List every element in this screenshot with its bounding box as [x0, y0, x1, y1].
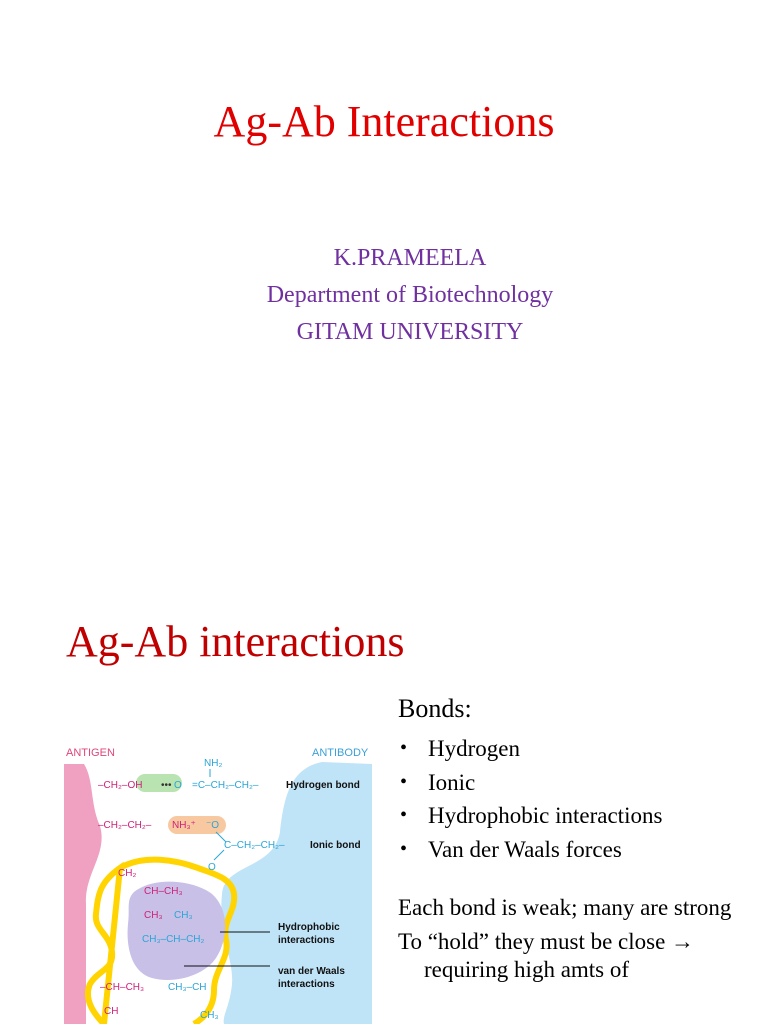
department-name: Department of Biotechnology — [266, 282, 554, 308]
bullet-icon: • — [400, 770, 408, 793]
university-name: GITAM UNIVERSITY — [296, 319, 524, 345]
author-name: K.PRAMEELA — [333, 245, 487, 271]
r1-hbond-dots: ••• — [161, 780, 172, 791]
pocket-ch3-a: CH₃ — [144, 910, 163, 921]
list-item — [398, 799, 758, 833]
antibody-label: ANTIBODY — [312, 747, 369, 759]
bond-ionic: Ionic — [428, 769, 476, 795]
pocket-ch3-b: CH₃ — [174, 910, 193, 921]
pocket-ch: CH — [104, 1006, 119, 1017]
content-slide — [0, 576, 768, 1024]
r2-bond-o — [214, 850, 224, 860]
bond-hydrophobic: Hydrophobic interactions — [428, 803, 663, 828]
ag-ab-diagram — [64, 744, 372, 1024]
pocket-ch3-c: CH₃ — [200, 1010, 219, 1021]
bullet-icon: • — [400, 737, 408, 759]
r1-antigen-group: –CH₂–OH — [98, 780, 143, 791]
slide-heading: Ag-Ab interactions — [66, 617, 405, 666]
ionic-bond-label: Ionic bond — [310, 840, 361, 851]
proximity-note: To “hold” they must be close → requiring high amts of — [398, 929, 695, 982]
r2-antigen-group: –CH₂–CH₂– — [98, 820, 152, 831]
bullet-icon: • — [400, 804, 408, 826]
bonds-heading: Bonds: — [398, 694, 472, 723]
vdw-label-2: interactions — [278, 979, 335, 990]
r2-antibody-chain: C–CH₂–CH₂– — [224, 840, 285, 851]
list-item — [398, 833, 758, 867]
antigen-label: ANTIGEN — [66, 747, 115, 759]
r1-oxygen: O — [174, 780, 182, 791]
r1-antibody-chain: =C–CH₂–CH₂– — [192, 780, 259, 791]
pocket-bottom-right: CH₃–CH — [168, 982, 207, 993]
pocket-chain: CH₃–CH–CH₂ — [142, 934, 205, 945]
r2-oxygen2: O — [208, 862, 216, 873]
bond-vdw: Van der Waals forces — [428, 836, 622, 862]
pocket-ch2: CH₂ — [118, 868, 137, 879]
list-item — [398, 732, 758, 766]
hydrophobic-label-2: interactions — [278, 935, 335, 946]
vdw-label-1: van der Waals — [278, 966, 345, 977]
bond-hydrogen: Hydrogen — [428, 736, 520, 761]
bonds-list — [398, 732, 758, 866]
antigen-region — [64, 764, 102, 1024]
bonds-panel — [398, 692, 758, 984]
bullet-icon: • — [400, 837, 408, 860]
hydrogen-bond-label: Hydrogen bond — [286, 780, 360, 791]
author-block — [0, 240, 768, 351]
bond-diagram-svg — [64, 744, 372, 1024]
nh2-label: NH₂ — [204, 758, 223, 769]
bond-strength-note: Each bond is weak; many are strong — [398, 895, 732, 920]
r2-oxygen: ⁻O — [206, 820, 220, 831]
r2-nh3: NH₃⁺ — [172, 820, 196, 831]
list-item — [398, 766, 758, 800]
hydrophobic-label-1: Hydrophobic — [278, 922, 340, 933]
pocket-ch-ch3: CH–CH₃ — [144, 886, 183, 897]
slide-title: Ag-Ab Interactions — [213, 97, 555, 146]
pocket-bottom-left: –CH–CH₃ — [100, 982, 145, 993]
